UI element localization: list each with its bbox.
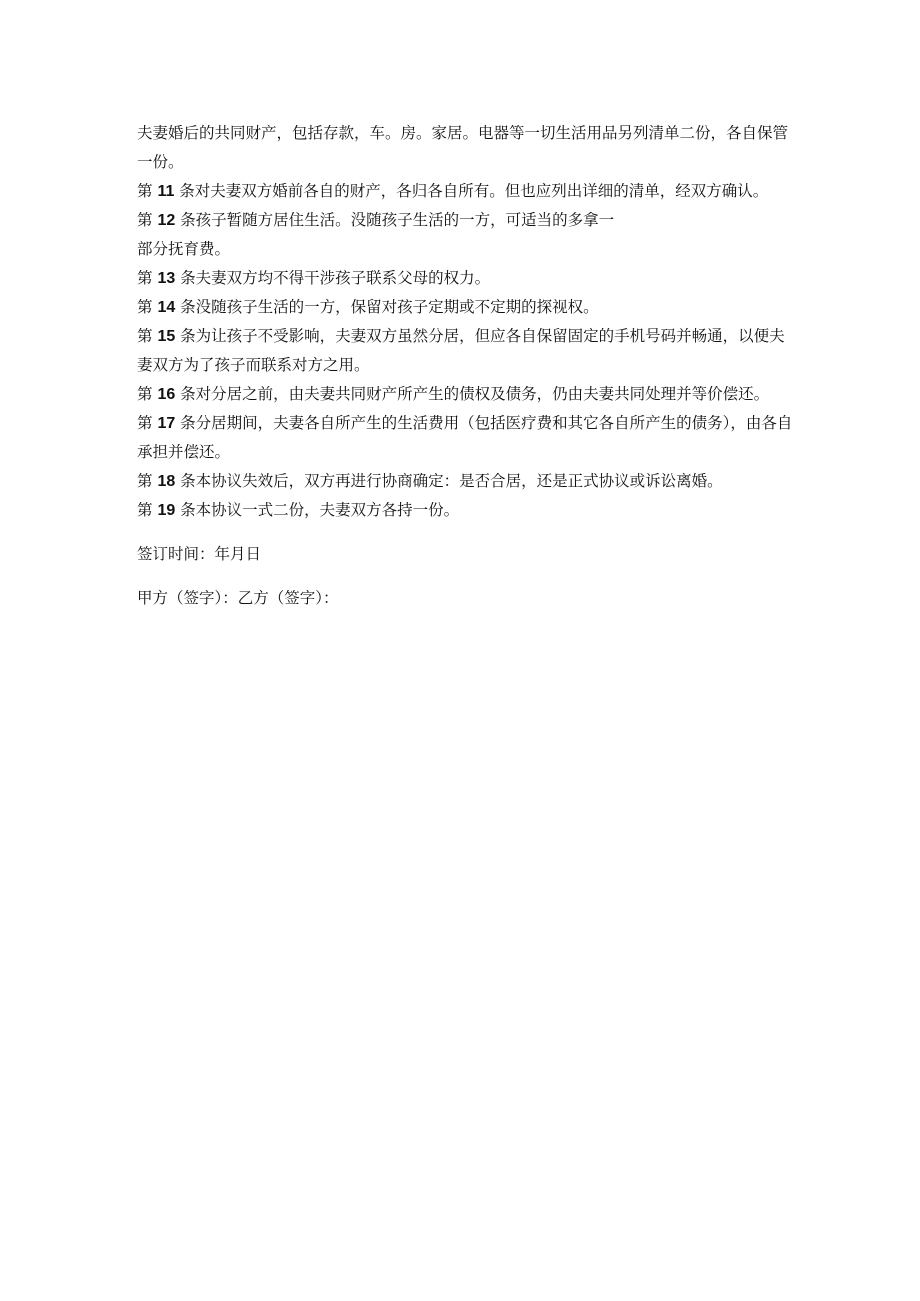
article-prefix: 第 [137, 501, 158, 519]
sign-date: 签订时间：年月日 [137, 545, 262, 563]
spacer [137, 525, 797, 540]
article-18 [137, 467, 797, 496]
article-text: 条没随孩子生活的一方，保留对孩子定期或不定期的探视权。 [175, 298, 599, 316]
article-number: 13 [157, 270, 176, 287]
article-text: 条为让孩子不受影响，夫妻双方虽然分居，但应各自保留固定的手机号码并畅通，以便夫妻双方为了孩子而联系对方之用。 [137, 327, 785, 374]
article-number: 17 [157, 415, 176, 432]
spacer [137, 569, 797, 584]
article-prefix: 第 [137, 182, 158, 200]
paragraph-text: 部分抚育费。 [137, 240, 231, 258]
article-prefix: 第 [137, 414, 158, 432]
article-12 [137, 206, 797, 235]
article-14 [137, 293, 797, 322]
article-text: 条分居期间，夫妻各自所产生的生活费用（包括医疗费和其它各自所产生的债务），由各自承担并偿还。 [137, 414, 793, 461]
article-16 [137, 380, 797, 409]
article-text: 条本协议失效后，双方再进行协商确定：是否合居，还是正式协议或诉讼离婚。 [175, 472, 723, 490]
article-19 [137, 496, 797, 525]
article-text: 条对分居之前，由夫妻共同财产所产生的债权及债务，仍由夫妻共同处理并等价偿还。 [175, 385, 770, 403]
article-prefix: 第 [137, 472, 158, 490]
paragraph-text: 夫妻婚后的共同财产，包括存款，车。房。家居。电器等一切生活用品另列清单二份，各自保管一份。 [137, 124, 789, 171]
article-text: 条孩子暂随方居住生活。没随孩子生活的一方，可适当的多拿一 [175, 211, 615, 229]
article-prefix: 第 [137, 298, 158, 316]
article-prefix: 第 [137, 327, 158, 345]
paragraph-intro [137, 119, 797, 177]
article-number: 12 [157, 212, 176, 229]
article-17 [137, 409, 797, 467]
article-number: 16 [157, 386, 176, 403]
article-15 [137, 322, 797, 380]
document-body [137, 119, 797, 613]
article-number: 11 [157, 183, 175, 200]
article-prefix: 第 [137, 211, 158, 229]
article-prefix: 第 [137, 269, 158, 287]
article-13 [137, 264, 797, 293]
article-number: 19 [157, 502, 176, 519]
article-text: 条夫妻双方均不得干涉孩子联系父母的权力。 [175, 269, 491, 287]
article-11 [137, 177, 797, 206]
article-prefix: 第 [137, 385, 158, 403]
article-text: 条对夫妻双方婚前各自的财产，各归各自所有。但也应列出详细的清单，经双方确认。 [174, 182, 769, 200]
article-number: 18 [157, 473, 176, 490]
article-number: 15 [157, 328, 176, 345]
article-12-continuation [137, 235, 797, 264]
article-text: 条本协议一式二份，夫妻双方各持一份。 [175, 501, 460, 519]
signature-line: 甲方（签字）：乙方（签字）： [137, 589, 339, 607]
article-number: 14 [157, 299, 176, 316]
